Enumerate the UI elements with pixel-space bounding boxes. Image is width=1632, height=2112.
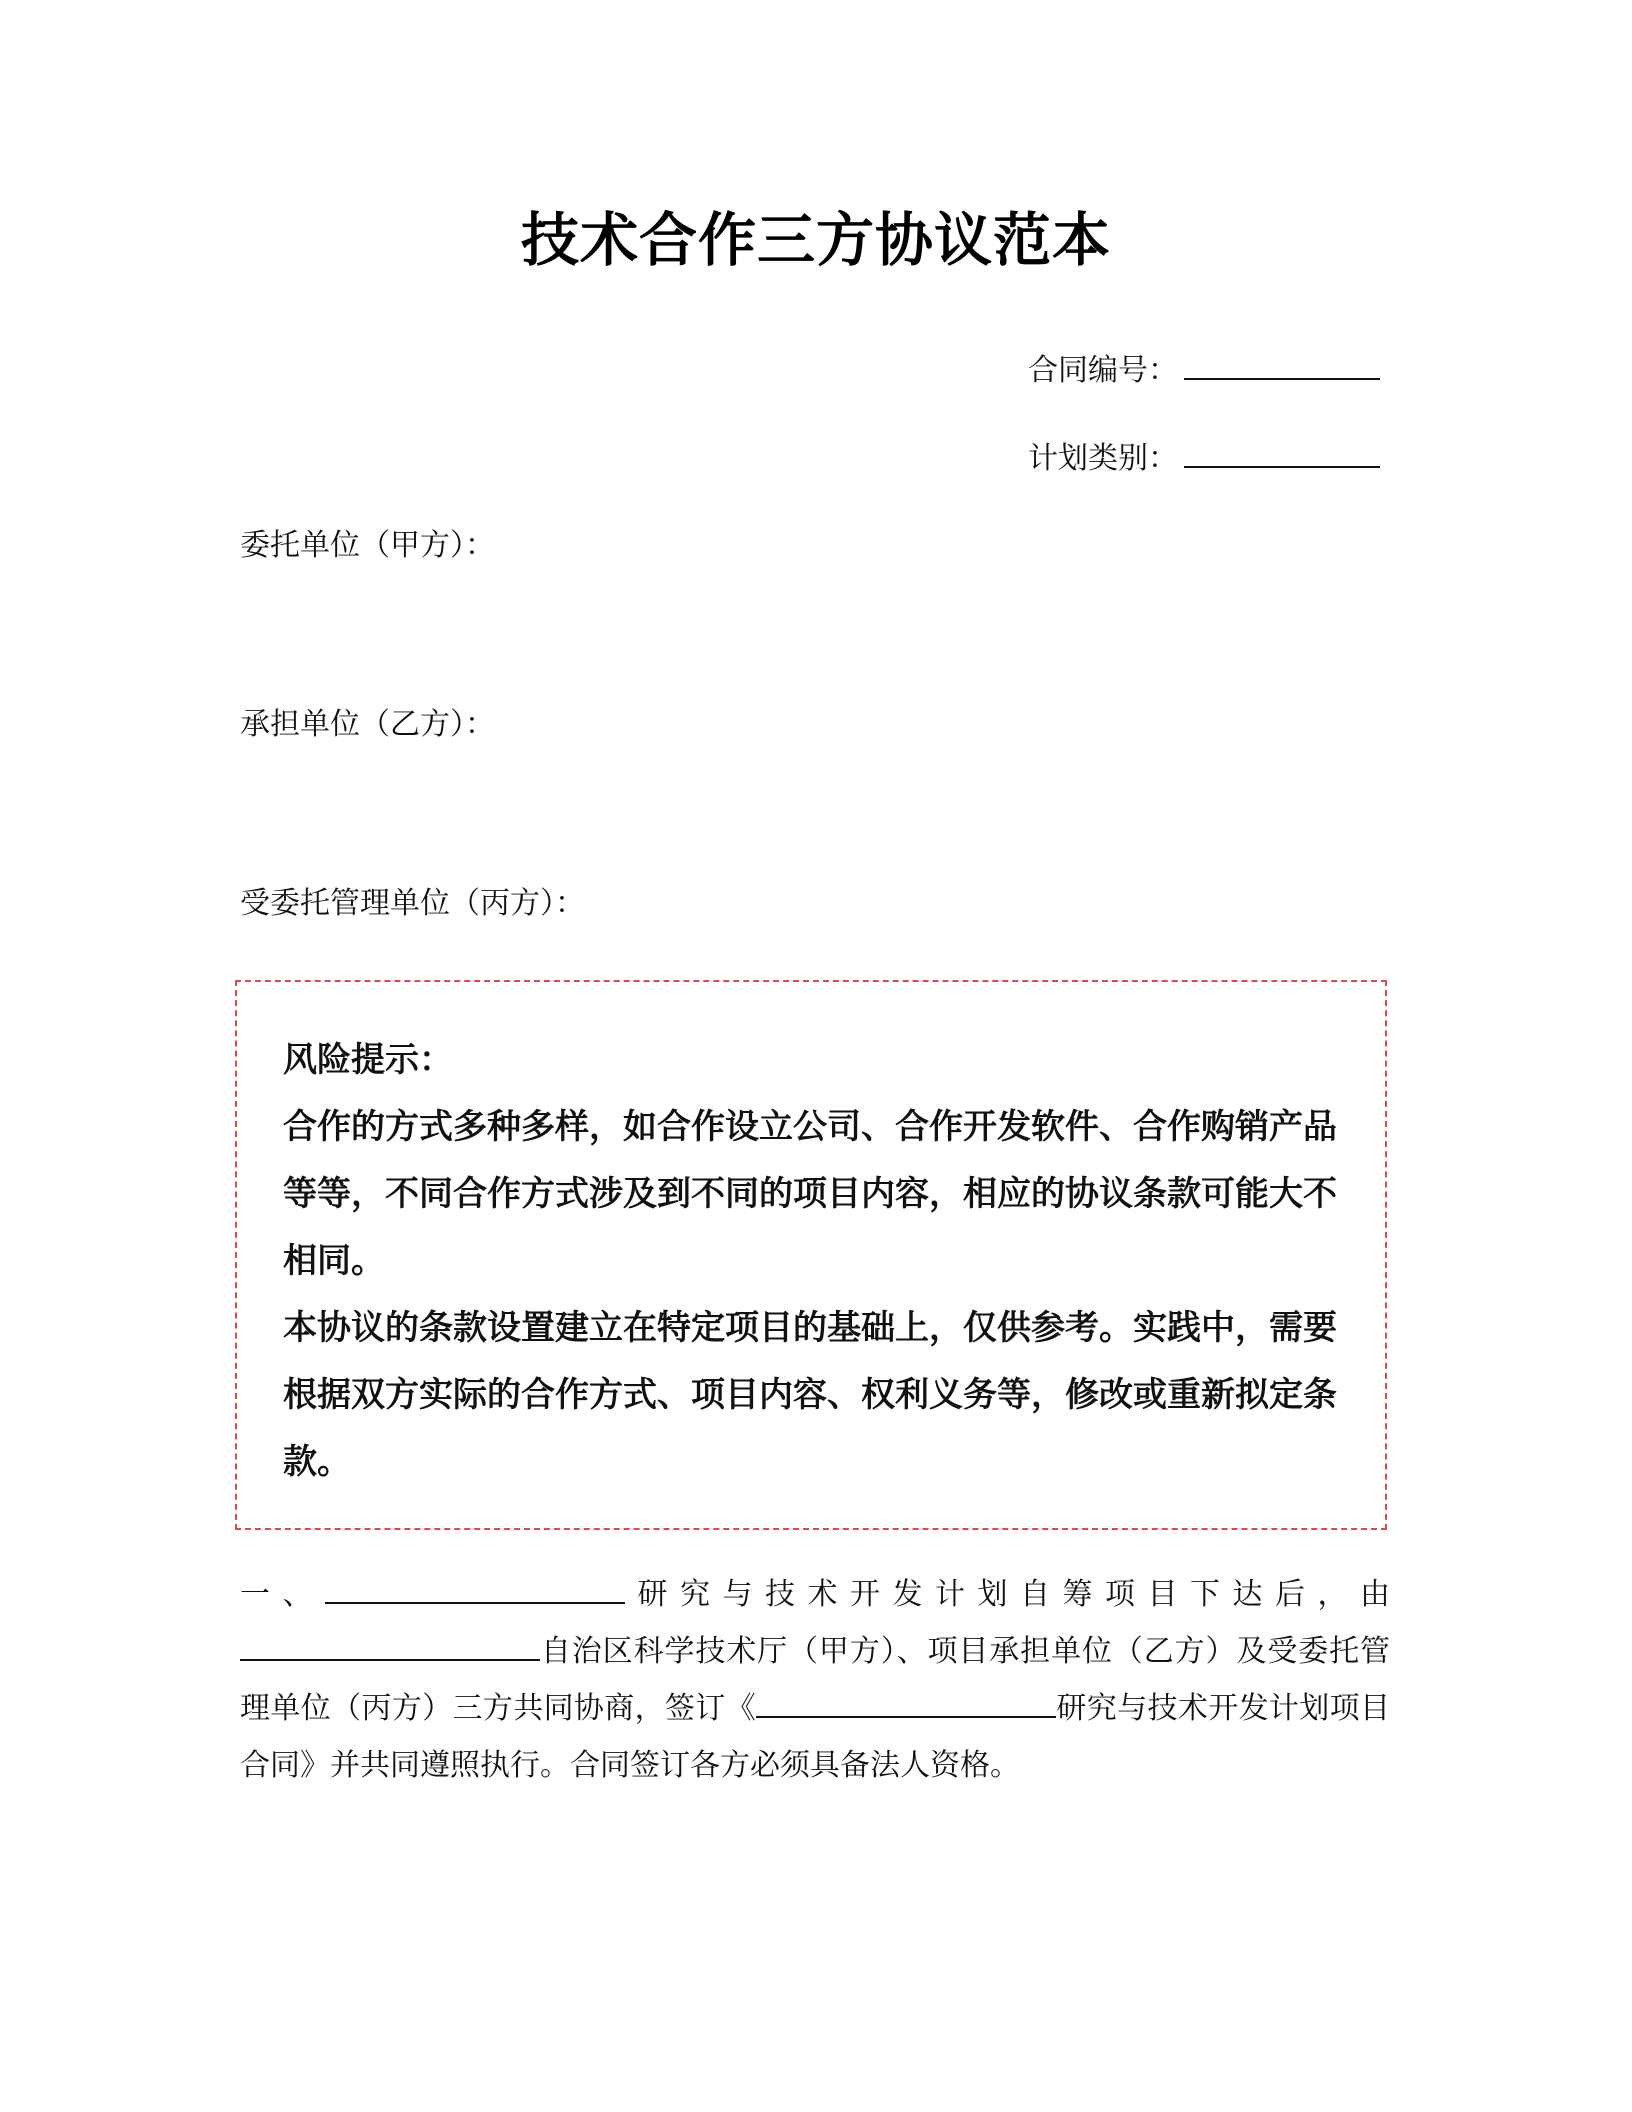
risk-notice-paragraph-1: 合作的方式多种多样，如合作设立公司、合作开发软件、合作购销产品等等，不同合作方式涉及到不同的项目内容，相应的协议条款可能大不相同。 <box>283 1107 1337 1281</box>
clause-1-part-1: 研究与技术开发计划自筹项目下达后，由 <box>625 1577 1390 1612</box>
plan-category-row <box>1028 438 1380 479</box>
party-b-label: 承担单位（乙方）： <box>240 707 495 742</box>
clause-1-prefix: 一、 <box>240 1577 325 1612</box>
party-a-label: 委托单位（甲方）： <box>240 528 495 563</box>
plan-category-label: 计划类别： <box>1028 441 1178 476</box>
party-c-label: 受委托管理单位（丙方）： <box>240 886 585 921</box>
clause-1-part-3: 研究与技术开发计划项目合同》并共同遵照执行。合同签订各方必须具备法人资格。 <box>240 1691 1391 1783</box>
clause-1-blank-1 <box>325 1572 625 1604</box>
plan-category-blank <box>1184 438 1380 468</box>
document-title: 技术合作三方协议范本 <box>520 206 1111 274</box>
risk-notice-content <box>283 1027 1343 1496</box>
risk-notice-box <box>235 980 1387 1530</box>
clause-1 <box>240 1566 1390 1794</box>
contract-number-blank <box>1184 350 1380 380</box>
risk-notice-paragraph-2: 本协议的条款设置建立在特定项目的基础上，仅供参考。实践中，需要根据双方实际的合作方式、项目内容、权利义务等，修改或重新拟定条款。 <box>283 1308 1337 1482</box>
clause-1-blank-2 <box>240 1629 540 1661</box>
risk-notice-heading: 风险提示： <box>283 1040 453 1080</box>
clause-1-blank-3 <box>756 1686 1056 1718</box>
clause-1-part-2: 自治区科学技术厅（甲方）、项目承担单位（乙方）及受委托管理单位（丙方）三方共同协商，签订《 <box>240 1634 1390 1726</box>
contract-number-row <box>1028 350 1380 391</box>
contract-number-label: 合同编号： <box>1028 353 1178 388</box>
